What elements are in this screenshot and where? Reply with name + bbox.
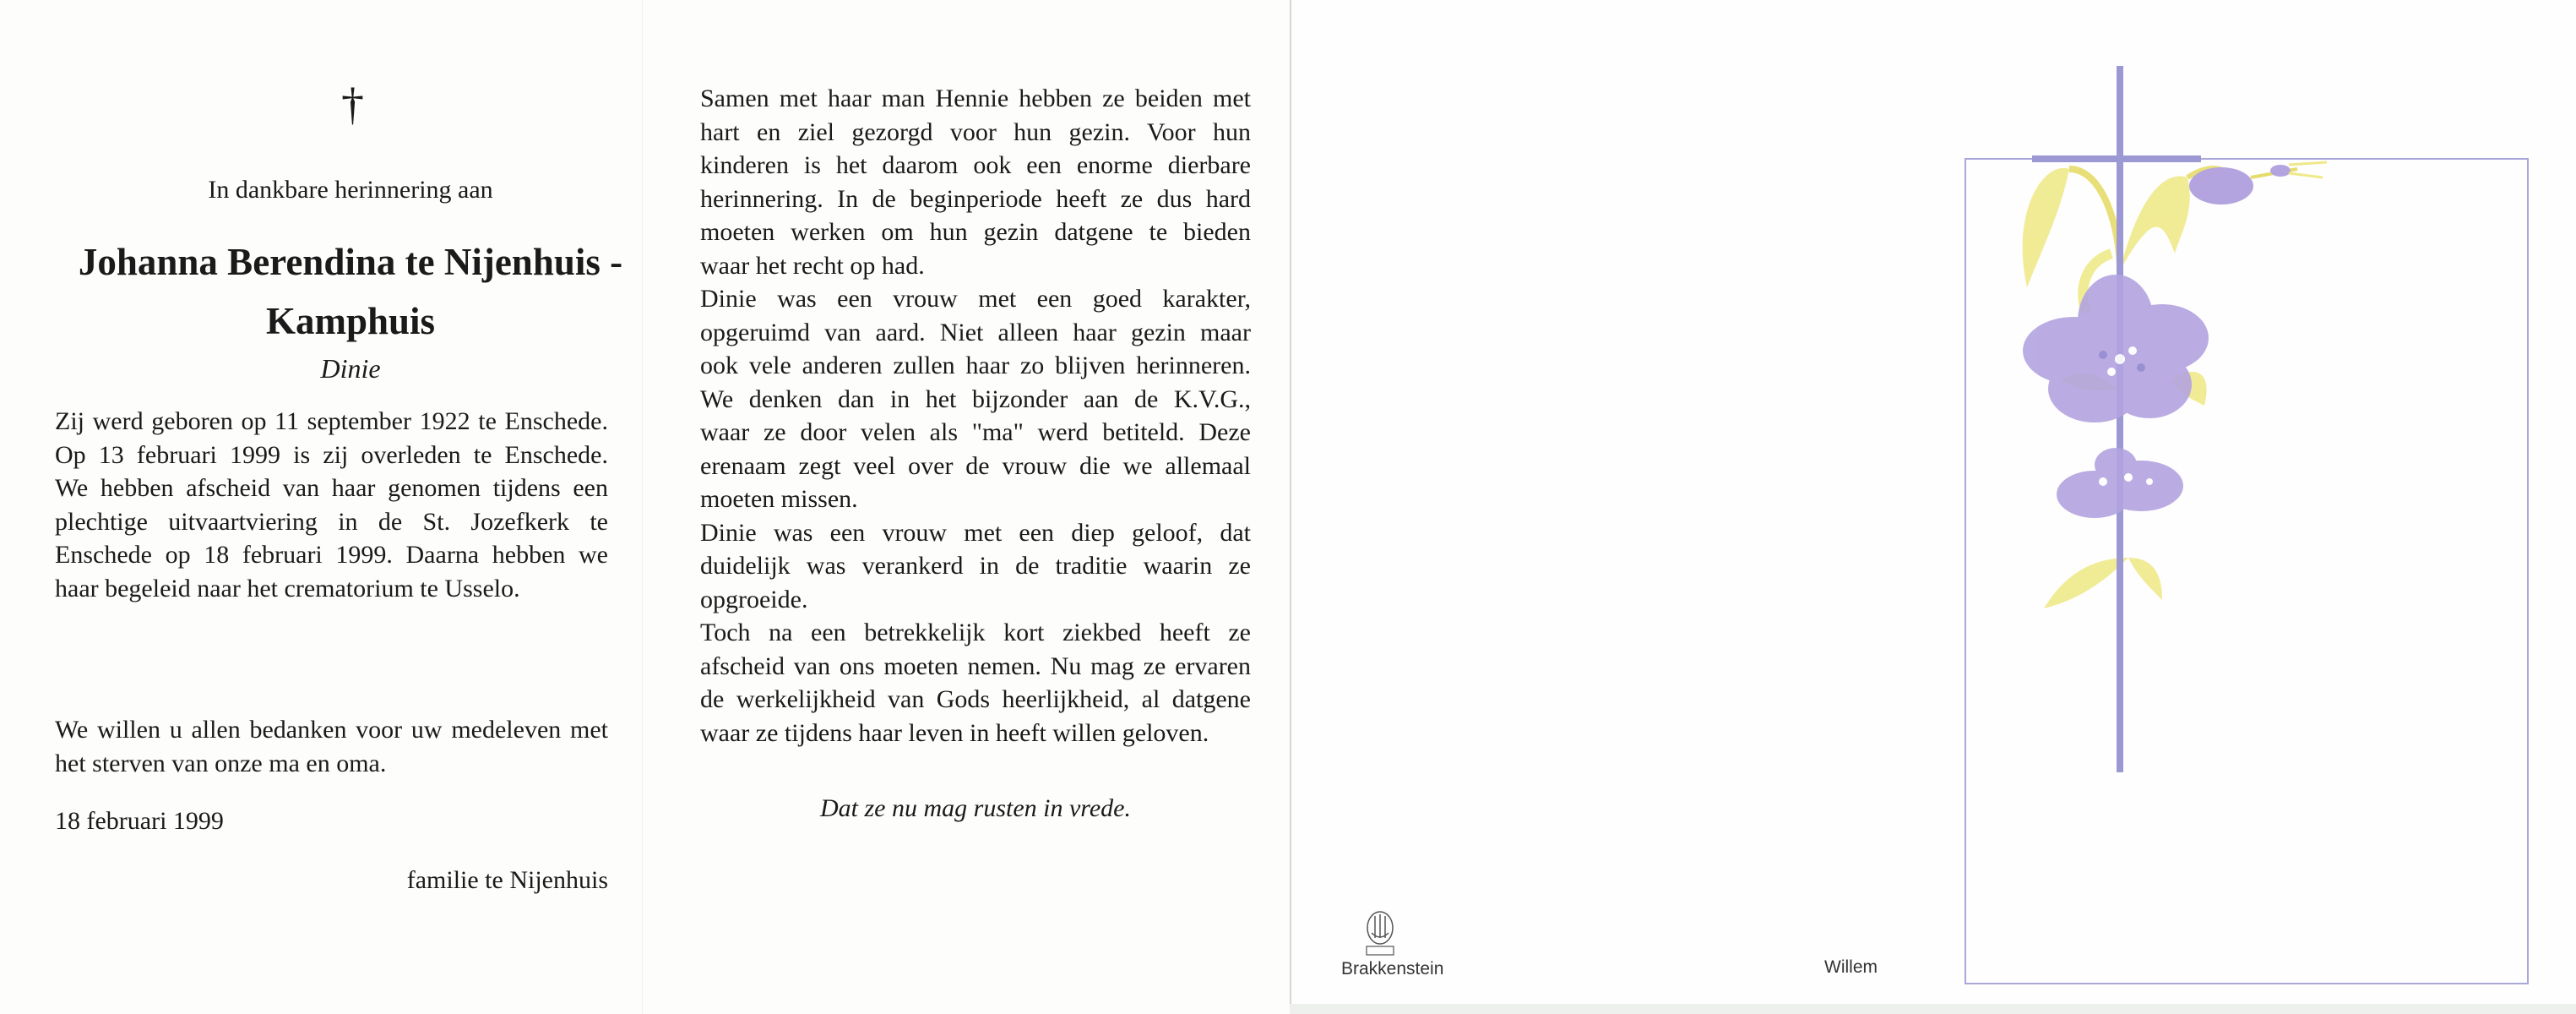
text-line: erenaam zegt veel over de vrouw die we allemaal	[700, 451, 1251, 480]
left-panel	[0, 0, 642, 1014]
flower-small	[2057, 448, 2183, 518]
text-line: waar ze tijdens haar leven in heeft willen geloven.	[700, 718, 1209, 747]
text-line: We willen u allen bedanken voor uw medeleven met	[55, 716, 608, 744]
text-line: de werkelijkheid van Gods heerlijkheid, al datgene	[700, 685, 1251, 713]
dagger-cross-icon: †	[341, 79, 364, 129]
middle-panel	[642, 0, 1289, 1014]
flower-bud	[2189, 162, 2327, 204]
publisher-name: Brakkenstein	[1341, 959, 1444, 979]
text-line: waar ze door velen als "ma" werd betiteld. Deze	[700, 418, 1251, 446]
flower-large	[2023, 275, 2209, 422]
text-line: duidelijk was verankerd in de traditie waarin ze	[700, 552, 1251, 580]
text-line: plechtige uitvaartviering in de St. Jozefkerk te	[55, 507, 608, 536]
text-line: Toch na een betrekkelijk kort ziekbed heeft ze	[700, 619, 1251, 646]
text-line: Enschede op 18 februari 1999. Daarna hebben we	[55, 541, 608, 569]
text-line: Zij werd geboren op 11 september 1922 te Enschede.	[55, 407, 608, 435]
cross-vertical	[2117, 66, 2123, 772]
publisher-logo-icon	[1361, 911, 1399, 958]
text-line: moeten missen.	[700, 485, 858, 513]
cross-horizontal	[2032, 155, 2201, 162]
text-line: hart en ziel gezorgd voor hun gezin. Voor hun	[700, 117, 1251, 146]
text-line: haar begeleid naar het crematorium te Usselo.	[55, 574, 520, 602]
nickname: Dinie	[320, 353, 381, 384]
text-line: het sterven van onze ma en oma.	[55, 749, 387, 777]
text-line: kinderen is het daarom ook een enorme dierbare	[700, 151, 1251, 179]
closing-line: Dat ze nu mag rusten in vrede.	[820, 794, 1131, 822]
text-line: We denken dan in het bijzonder aan de K.V.G.,	[700, 384, 1251, 413]
text-line: herinnering. In de beginperiode heeft ze dus hard	[700, 184, 1251, 213]
text-line: waar het recht op had.	[700, 251, 925, 280]
artist-signature: Willem	[1824, 957, 1878, 977]
text-line: opgeruimd van aard. Niet alleen haar gezin maar	[700, 318, 1251, 346]
date-text: 18 februari 1999	[55, 807, 224, 835]
text-line: moeten werken om hun gezin datgene te bieden	[700, 218, 1251, 246]
card-bottom-edge	[1290, 1004, 2576, 1014]
text-line: Dinie was een vrouw met een goed karakter,	[700, 285, 1251, 313]
cross-flower-illustration	[1993, 59, 2331, 786]
text-line: Samen met haar man Hennie hebben ze beiden met	[700, 84, 1251, 112]
text-line: Op 13 februari 1999 is zij overleden te Enschede.	[55, 440, 608, 469]
text-line: opgroeide.	[700, 585, 808, 613]
text-line: We hebben afscheid van haar genomen tijdens een	[55, 474, 608, 502]
deceased-name-line1: Johanna Berendina te Nijenhuis -	[78, 241, 623, 283]
text-line: ook vele anderen zullen haar zo blijven herinneren.	[700, 352, 1251, 379]
text-line: afscheid van ons moeten nemen. Nu mag ze ervaren	[700, 651, 1251, 680]
text-line: Dinie was een vrouw met een diep geloof, dat	[700, 518, 1251, 547]
family-signature: familie te Nijenhuis	[406, 866, 608, 894]
intro-text: In dankbare herinnering aan	[208, 176, 493, 204]
deceased-name-line2: Kamphuis	[265, 300, 436, 342]
